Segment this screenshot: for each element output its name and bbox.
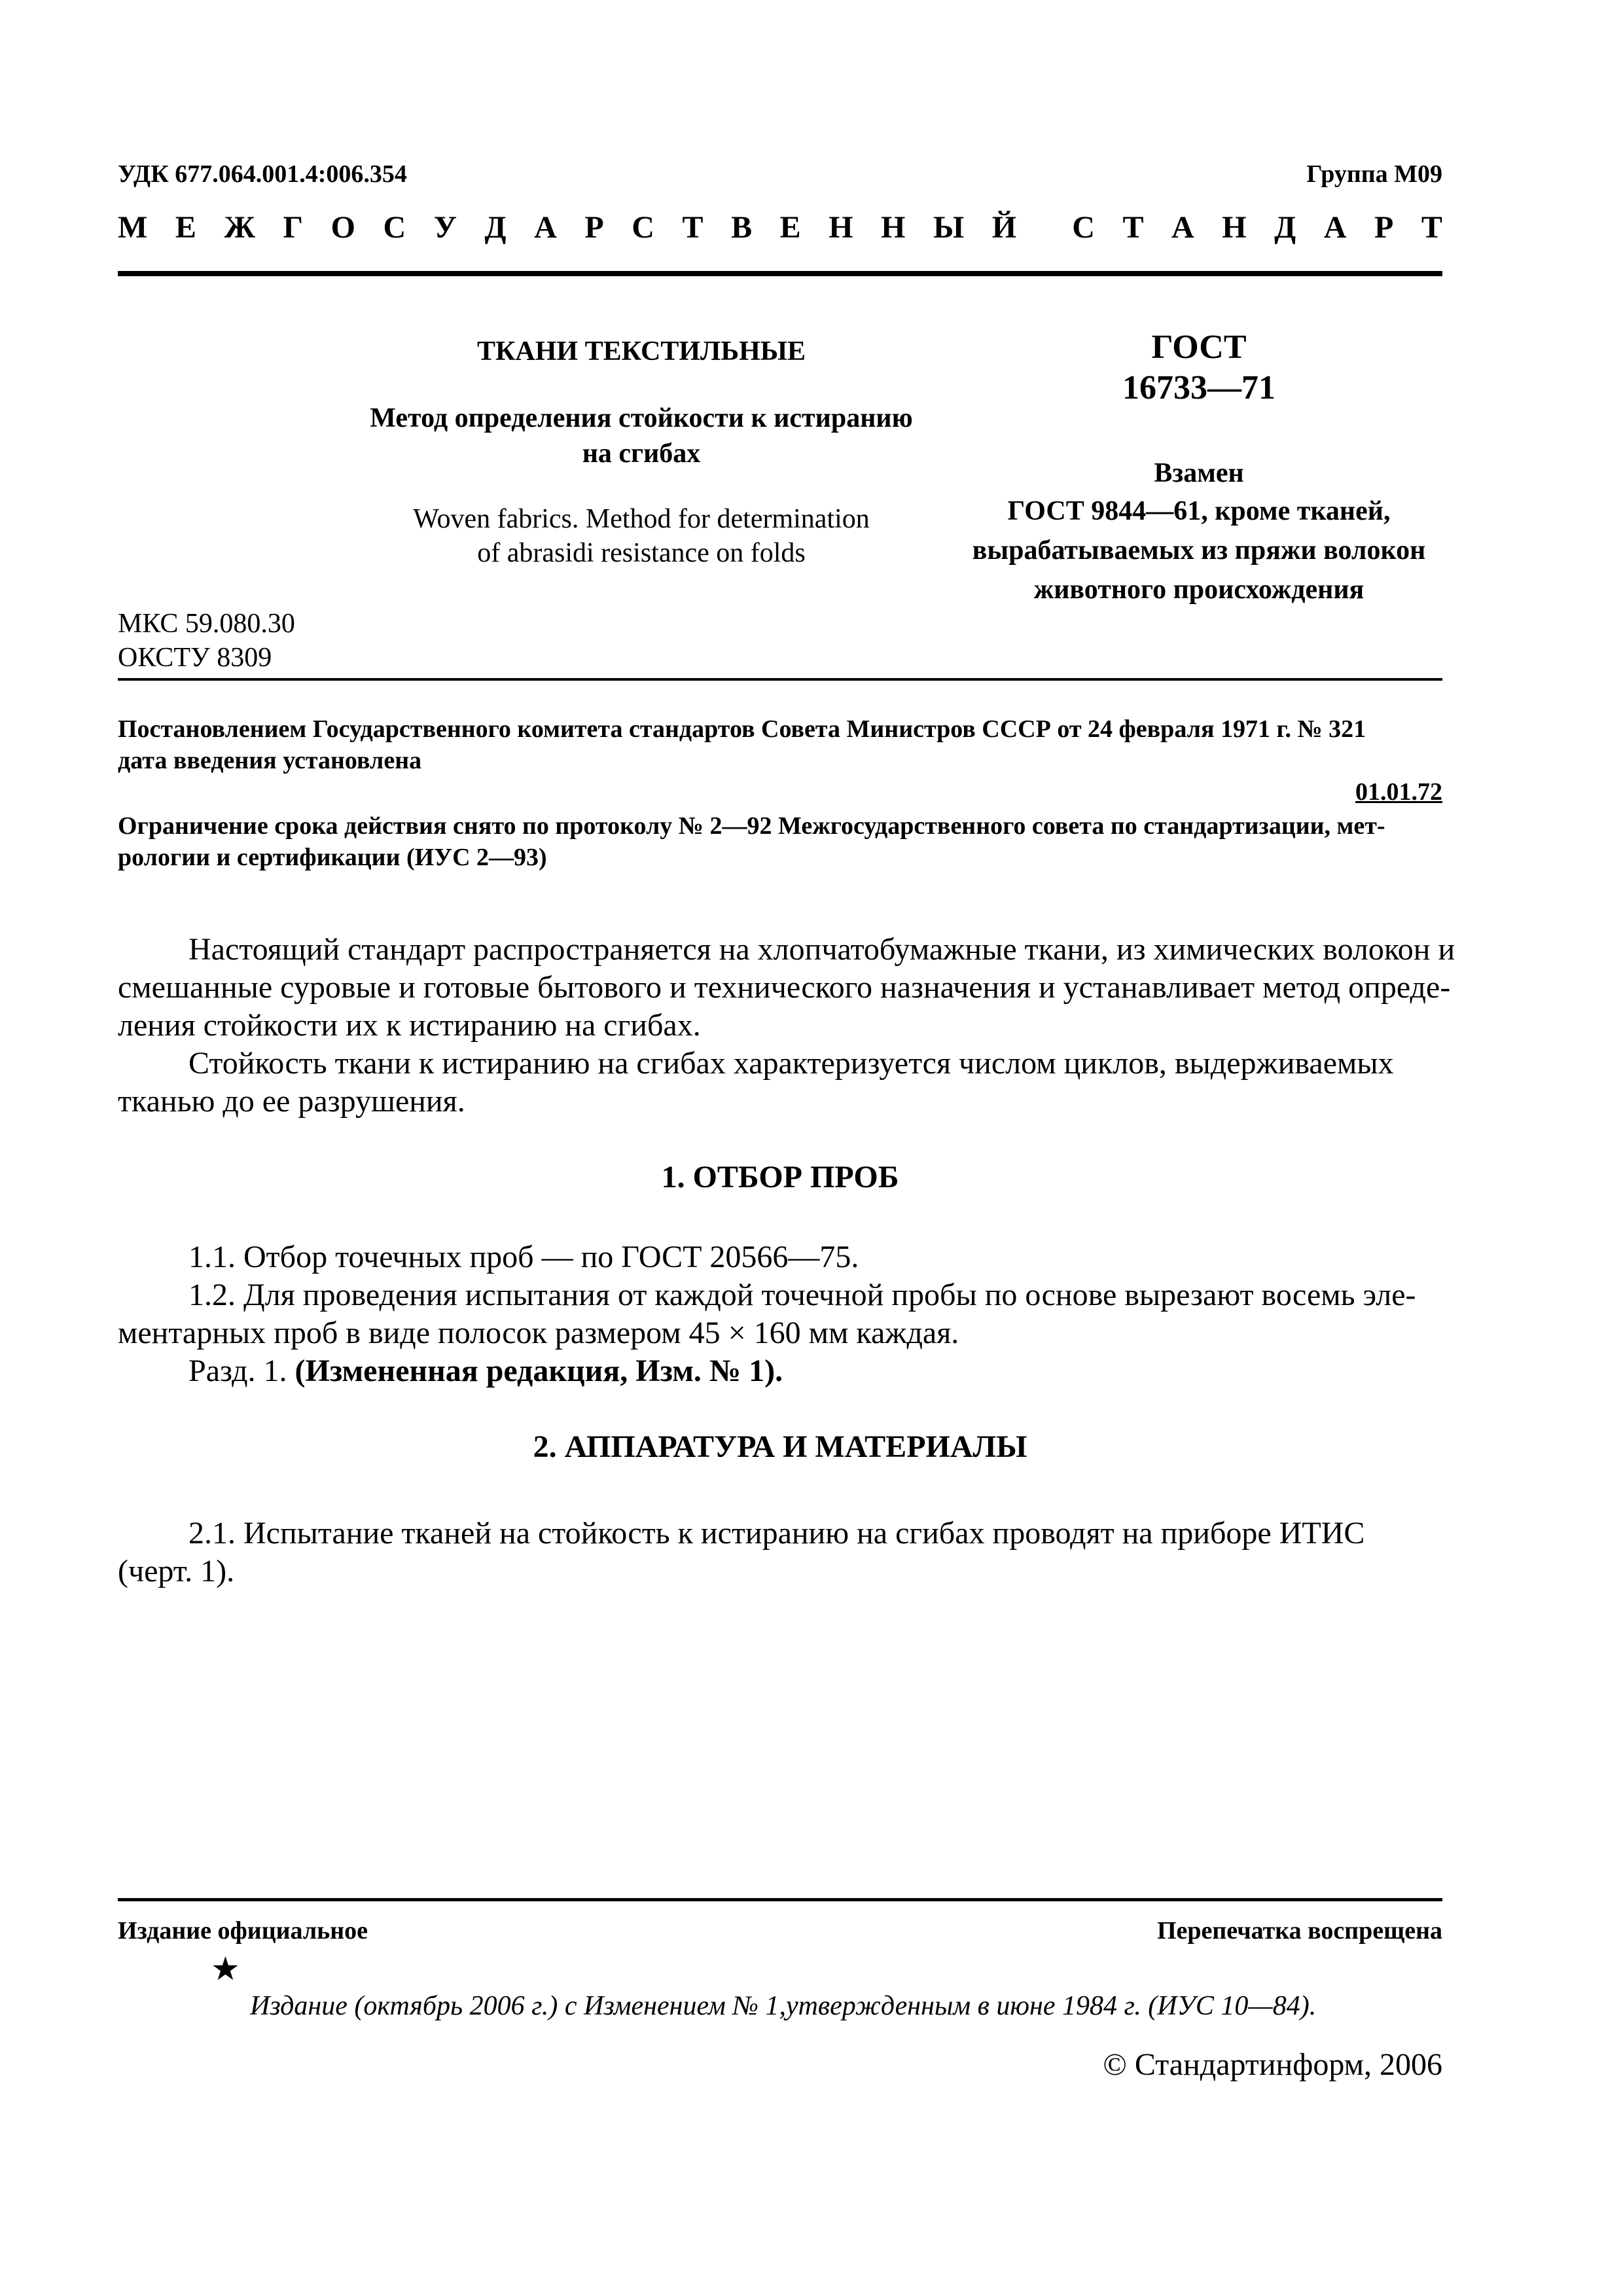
classification-rule — [118, 678, 1442, 681]
okstu-code: ОКСТУ 8309 — [118, 643, 272, 673]
section1-heading: 1. ОТБОР ПРОБ — [661, 1160, 899, 1194]
introduction-date: 01.01.72 — [1355, 778, 1442, 806]
decree-line2: дата введения установлена — [118, 747, 422, 774]
star-icon: ★ — [211, 1950, 240, 1987]
replaces-line1: ГОСТ 9844—61, кроме тканей, — [1007, 496, 1391, 526]
doc-type-letter: Н — [829, 210, 853, 245]
doc-type-letter: Н — [881, 210, 906, 245]
limit-line2: рологии и сертификации (ИУС 2—93) — [118, 844, 547, 871]
standard-subtitle-line1: Метод определения стойкости к истиранию — [370, 403, 913, 433]
section1-item2-line2: ментарных проб в виде полосок размером 45 × 160 мм каждая. — [118, 1316, 959, 1350]
change-note-text: (Измененная редакция, Изм. № 1). — [294, 1354, 783, 1388]
doc-type-letter: А — [1323, 210, 1347, 245]
replaces-line2: вырабатываемых из пряжи волокон — [972, 535, 1426, 565]
doc-type-letter: С — [383, 210, 406, 245]
replaces-label: Взамен — [1154, 458, 1244, 488]
section1-item2-line1: 1.2. Для проведения испытания от каждой точечной пробы по основе вырезают восемь эле- — [188, 1278, 1416, 1312]
group-code: Группа М09 — [1306, 160, 1442, 188]
intro-p1-line3: ления стойкости их к истиранию на сгибах. — [118, 1008, 701, 1043]
english-title-line1: Woven fabrics. Method for determination — [413, 504, 870, 534]
doc-type-letter: А — [534, 210, 557, 245]
edition-note: Издание (октябрь 2006 г.) с Изменением № 1,утвержденным в июне 1984 г. (ИУС 10—84). — [250, 1991, 1317, 2021]
limit-line1: Ограничение срока действия снято по протоколу № 2—92 Межгосударственного совета по стандартизации, мет- — [118, 812, 1385, 840]
footer-rule — [118, 1898, 1442, 1901]
gost-label: ГОСТ — [1151, 329, 1247, 366]
intro-p1-line2: смешанные суровые и готовые бытового и технического назначения и устанавливает метод опреде- — [118, 970, 1451, 1005]
udk-code: УДК 677.064.001.4:006.354 — [118, 160, 407, 188]
doc-type-letter: Р — [584, 210, 604, 245]
copyright: © Стандартинформ, 2006 — [1103, 2047, 1442, 2082]
doc-type-letter: А — [1171, 210, 1194, 245]
doc-type-letter: Д — [484, 210, 507, 245]
intro-p2-line2: тканью до ее разрушения. — [118, 1084, 465, 1119]
standard-subtitle-line2: на сгибах — [582, 439, 701, 469]
standard-title: ТКАНИ ТЕКСТИЛЬНЫЕ — [476, 336, 806, 367]
doc-type-heading — [118, 208, 1442, 247]
intro-p2-line1: Стойкость ткани к истиранию на сгибах характеризуется числом циклов, выдерживаемых — [188, 1046, 1394, 1081]
doc-type-letter: Т — [1421, 210, 1442, 245]
doc-type-letter: Й — [991, 210, 1017, 245]
doc-type-letter: Г — [283, 210, 304, 245]
top-rule — [118, 271, 1442, 276]
doc-type-letter: Т — [1122, 210, 1144, 245]
section1-change-note — [188, 1351, 783, 1391]
english-title-line2: of abrasidi resistance on folds — [477, 538, 806, 568]
doc-type-letter: С — [1072, 210, 1095, 245]
doc-type-letter: О — [330, 210, 355, 245]
doc-type-letter: Д — [1274, 210, 1296, 245]
intro-p1-line1: Настоящий стандарт распространяется на хлопчатобумажные ткани, из химических волокон и — [188, 932, 1455, 967]
doc-type-letter: Е — [175, 210, 196, 245]
change-note-prefix: Разд. 1. — [188, 1354, 287, 1388]
replaces-line3: животного происхождения — [1033, 575, 1364, 605]
mks-code: МКС 59.080.30 — [118, 609, 295, 639]
doc-type-letter: Ы — [933, 210, 965, 245]
gost-number: 16733—71 — [1122, 369, 1275, 406]
section1-item1: 1.1. Отбор точечных проб — по ГОСТ 20566—75. — [188, 1240, 859, 1274]
doc-type-letter: У — [433, 210, 457, 245]
section2-heading: 2. АППАРАТУРА И МАТЕРИАЛЫ — [533, 1429, 1027, 1464]
doc-type-letter: Р — [1374, 210, 1394, 245]
decree-line1: Постановлением Государственного комитета стандартов Совета Министров СССР от 24 февраля 1971 г. № 321 — [118, 715, 1366, 743]
doc-type-letter: В — [731, 210, 753, 245]
section2-item1-line2: (черт. 1). — [118, 1554, 235, 1588]
doc-type-letter: С — [632, 210, 654, 245]
doc-type-letter: Т — [682, 210, 704, 245]
doc-type-letter: Н — [1222, 210, 1247, 245]
section2-item1-line1: 2.1. Испытание тканей на стойкость к истиранию на сгибах проводят на приборе ИТИС — [188, 1516, 1365, 1551]
official-edition: Издание официальное — [118, 1917, 368, 1945]
doc-type-letter: Е — [779, 210, 801, 245]
reprint-notice: Перепечатка воспрещена — [1156, 1917, 1442, 1945]
doc-type-letter: Ж — [224, 210, 255, 245]
doc-type-letter: М — [118, 210, 148, 245]
